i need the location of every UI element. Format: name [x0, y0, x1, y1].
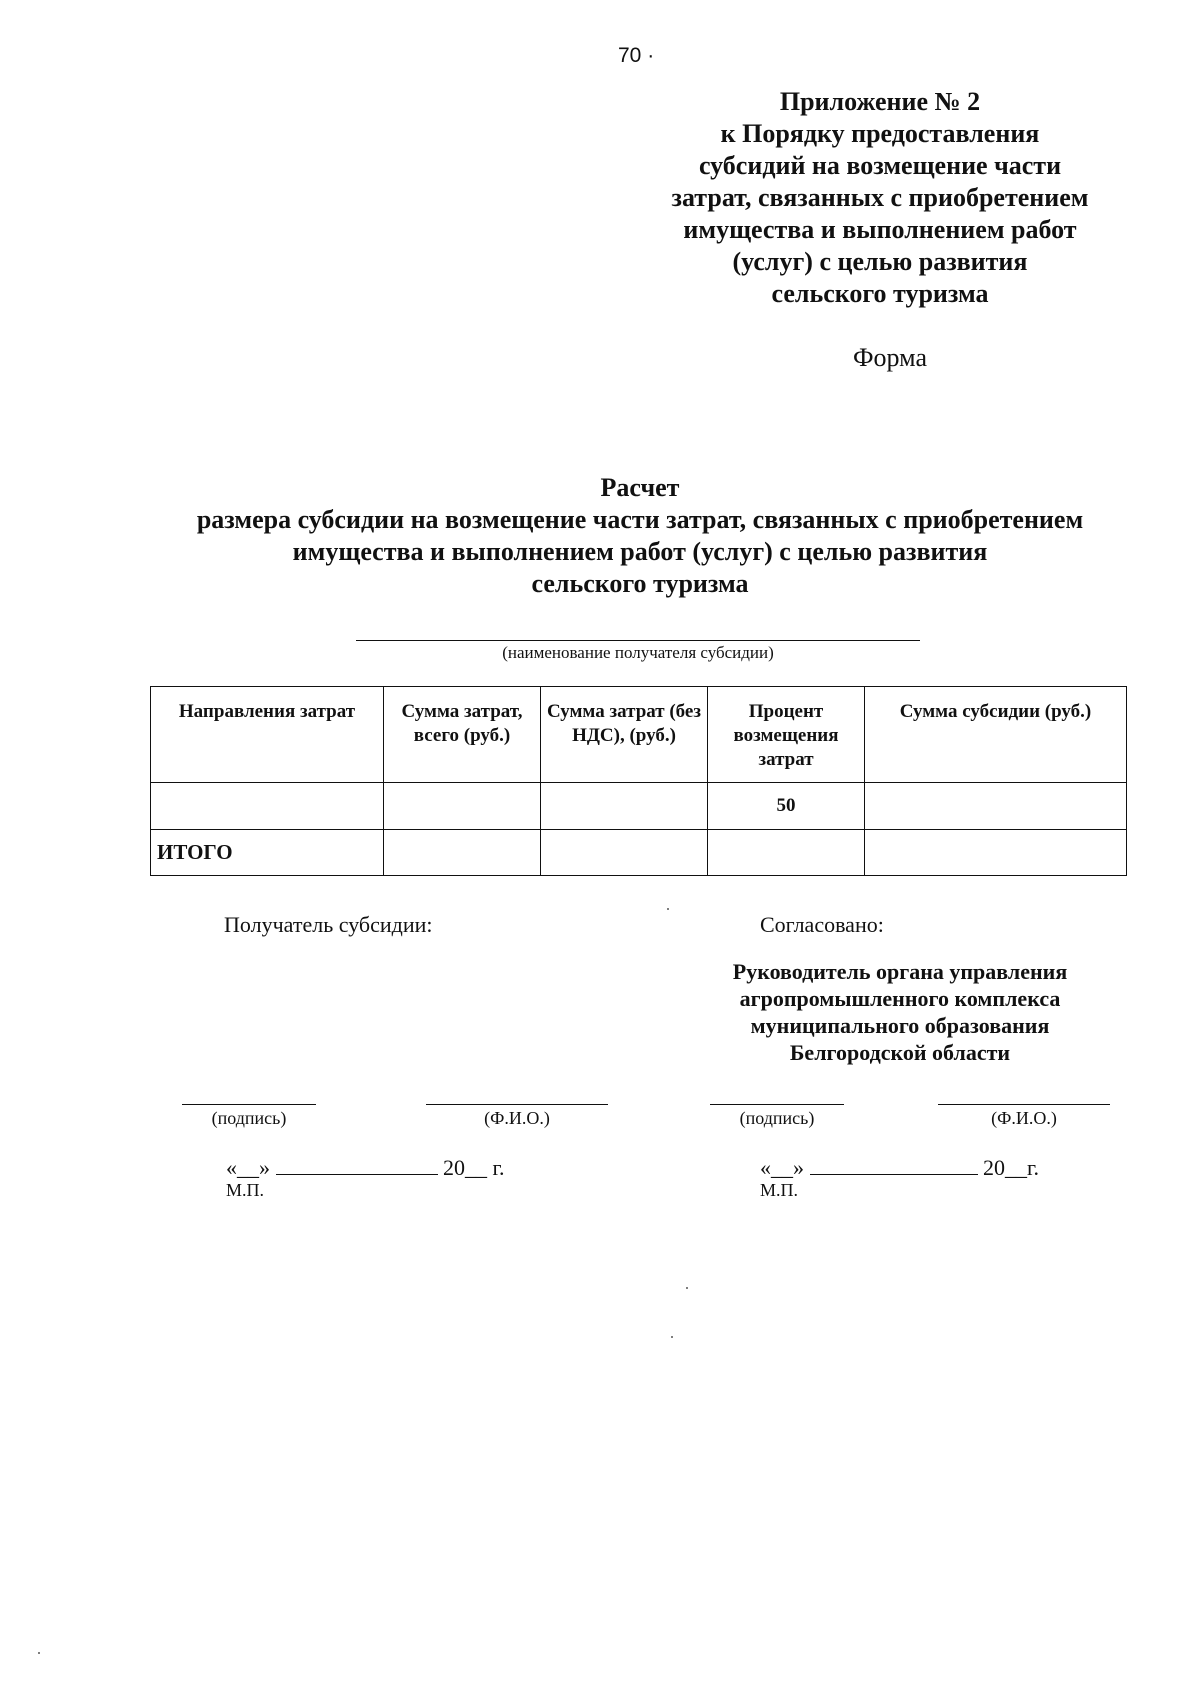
recipient-caption: (наименование получателя субсидии): [502, 643, 774, 662]
left-stamp-label: М.П.: [226, 1180, 265, 1200]
table-cell: [541, 830, 708, 876]
page-number: 70 ·: [618, 44, 655, 67]
appendix-line: Приложение № 2: [779, 87, 981, 116]
table-row: [151, 783, 1127, 830]
header-subsidy-amount: Сумма субсидии (руб.): [865, 687, 1127, 783]
title-line: имущества и выполнением работ (услуг) с целью развития: [292, 537, 988, 566]
header-costs-without-vat: Сумма затрат (без НДС), (руб.): [541, 687, 708, 783]
right-name-line: [938, 1104, 1110, 1105]
recipient-heading: Получатель субсидии:: [224, 912, 433, 937]
header-total-costs: Сумма затрат, всего (руб.): [384, 687, 541, 783]
appendix-line: (услуг) с целью развития: [732, 247, 1028, 276]
right-signature-line: [710, 1104, 844, 1105]
appendix-line: субсидий на возмещение части: [698, 151, 1062, 180]
table-cell: [541, 783, 708, 830]
appendix-line: сельского туризма: [771, 279, 989, 308]
table-cell: [708, 830, 865, 876]
left-date-month-blank: [276, 1154, 438, 1175]
table-header-row: [151, 687, 1127, 783]
title-line: размера субсидии на возмещение части затрат, связанных с приобретением: [196, 505, 1084, 534]
header-expense-directions: Направления затрат: [151, 687, 384, 783]
appendix-line: к Порядку предоставления: [720, 119, 1040, 148]
right-stamp-label: М.П.: [760, 1180, 799, 1200]
table-cell: [384, 783, 541, 830]
total-label: ИТОГО: [151, 830, 384, 876]
document-title: [120, 472, 1160, 600]
table-cell: [865, 830, 1127, 876]
form-label: Форма: [853, 343, 927, 372]
right-signature-caption: (подпись): [739, 1108, 815, 1128]
table-cell: [865, 783, 1127, 830]
left-name-line: [426, 1104, 608, 1105]
left-name-caption: (Ф.И.О.): [484, 1108, 550, 1128]
percent-cell: 50: [708, 783, 865, 830]
left-date-day: «__»: [226, 1155, 270, 1180]
appendix-line: имущества и выполнением работ: [683, 215, 1077, 244]
right-date: [760, 1154, 1039, 1181]
appendix-header: [620, 86, 1140, 310]
official-line: агропромышленного комплекса: [739, 986, 1061, 1011]
official-line: муниципального образования: [750, 1013, 1050, 1038]
scan-speck: [686, 1287, 688, 1289]
recipient-name-line: [356, 640, 920, 641]
appendix-line: затрат, связанных с приобретением: [671, 183, 1089, 212]
left-date-year: 20__ г.: [443, 1155, 505, 1180]
table-cell: [384, 830, 541, 876]
right-date-year: 20__г.: [983, 1155, 1040, 1180]
right-name-caption: (Ф.И.О.): [991, 1108, 1057, 1128]
title-line: сельского туризма: [531, 569, 749, 598]
calculation-table: [150, 686, 1127, 876]
scan-speck: [38, 1652, 40, 1654]
official-line: Белгородской области: [789, 1040, 1011, 1065]
left-signature-line: [182, 1104, 316, 1105]
title-line: Расчет: [600, 473, 680, 502]
right-date-month-blank: [810, 1154, 978, 1175]
scan-speck: [667, 908, 669, 910]
approval-heading: Согласовано:: [760, 912, 884, 937]
left-signature-caption: (подпись): [211, 1108, 287, 1128]
right-date-day: «__»: [760, 1155, 804, 1180]
official-title: [690, 958, 1110, 1066]
official-line: Руководитель органа управления: [732, 959, 1068, 984]
table-cell: [151, 783, 384, 830]
total-row: [151, 830, 1127, 876]
header-reimbursement-percent: Процент возмещения затрат: [708, 687, 865, 783]
left-date: [226, 1154, 505, 1181]
scan-speck: [671, 1336, 673, 1338]
